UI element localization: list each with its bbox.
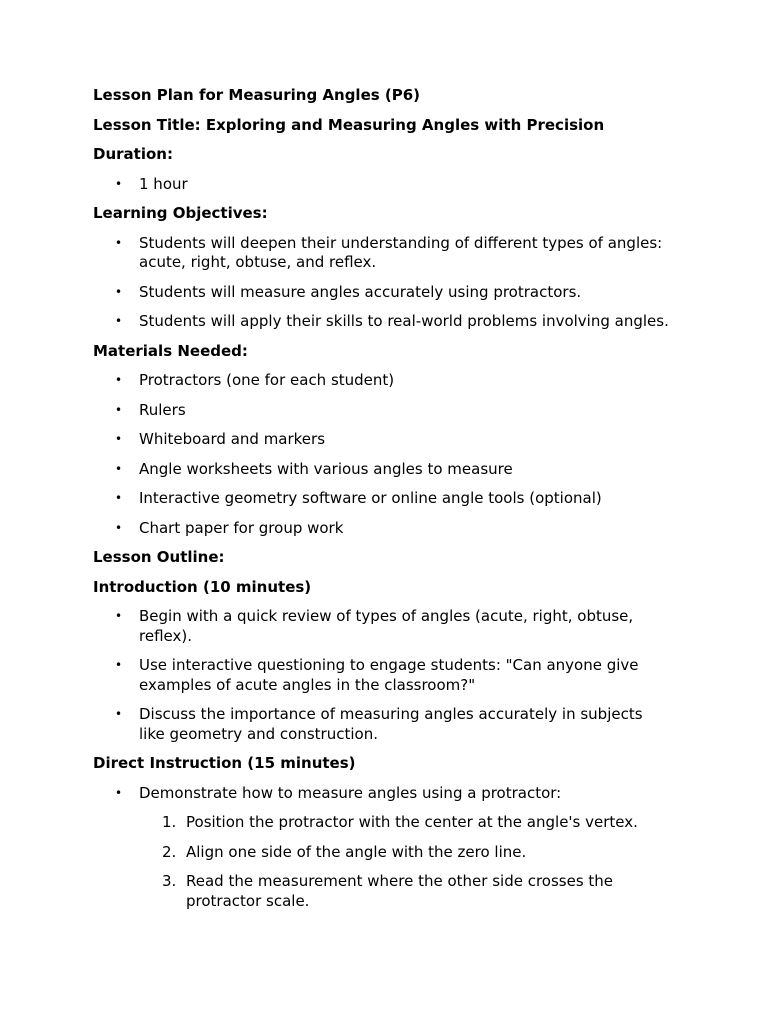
list-item [93, 430, 673, 450]
list-item [93, 460, 673, 480]
bullet-icon: • [115, 235, 123, 250]
bullet-icon: • [115, 658, 123, 672]
list-item-text: Interactive geometry software or online angle tools (optional) [139, 489, 602, 507]
introduction-list [93, 607, 673, 744]
bullet-icon: • [115, 373, 123, 387]
document-page [93, 86, 673, 921]
list-item [93, 519, 673, 539]
step-text: Align one side of the angle with the zero line. [186, 842, 527, 861]
direct-instruction-list [93, 784, 673, 912]
list-item-text: Students will apply their skills to real-world problems involving angles. [139, 312, 669, 330]
lesson-title: Lesson Title: Exploring and Measuring Angles with Precision [93, 115, 605, 134]
bullet-icon: • [115, 609, 123, 623]
list-item-text: Begin with a quick review of types of angles (acute, right, obtuse, reflex). [139, 607, 634, 645]
list-item-text: Students will measure angles accurately using protractors. [139, 282, 582, 301]
list-item-text: Whiteboard and markers [139, 430, 326, 448]
list-item-text: Discuss the importance of measuring angles accurately in subjects like geometry and construction. [139, 705, 643, 743]
list-item-text: 1 hour [139, 174, 188, 193]
list-item [93, 234, 673, 273]
bullet-icon: • [115, 314, 123, 328]
list-item [93, 175, 673, 195]
list-item [93, 784, 673, 912]
step-text: Read the measurement where the other side crosses the protractor scale. [186, 872, 614, 910]
list-item [93, 656, 673, 695]
document-title: Lesson Plan for Measuring Angles (P6) [93, 86, 421, 104]
introduction-heading: Introduction (10 minutes) [93, 577, 312, 596]
bullet-icon: • [115, 402, 123, 417]
list-item-text: Rulers [139, 400, 186, 419]
objectives-heading: Learning Objectives: [93, 204, 268, 222]
list-item [93, 705, 673, 744]
list-item-text: Chart paper for group work [139, 518, 344, 537]
direct-instruction-heading: Direct Instruction (15 minutes) [93, 754, 356, 772]
list-item [93, 401, 673, 421]
list-item-text: Students will deepen their understanding of different types of angles: acute, right, obtuse, and reflex. [139, 233, 663, 271]
list-item-text: Protractors (one for each student) [139, 371, 395, 389]
bullet-icon: • [115, 284, 123, 299]
step-number: 1. [162, 813, 177, 831]
list-item [93, 283, 673, 303]
list-item [93, 489, 673, 509]
list-item-text: Angle worksheets with various angles to measure [139, 459, 513, 478]
list-item [93, 607, 673, 646]
outline-heading: Lesson Outline: [93, 548, 225, 566]
list-item-text: Use interactive questioning to engage students: "Can anyone give examples of acute angles in the classroom?" [139, 656, 639, 694]
step-text: Position the protractor with the center at the angle's vertex. [186, 813, 638, 831]
materials-list [93, 371, 673, 538]
step-item [139, 843, 673, 863]
step-item [139, 872, 673, 911]
materials-heading: Materials Needed: [93, 341, 248, 360]
step-item [139, 813, 673, 833]
list-item [93, 312, 673, 332]
bullet-icon: • [115, 491, 123, 505]
step-number: 3. [162, 872, 177, 890]
bullet-icon: • [115, 176, 123, 191]
duration-list [93, 175, 673, 195]
step-number: 2. [162, 842, 177, 861]
objectives-list [93, 234, 673, 332]
list-item-text: Demonstrate how to measure angles using a protractor: [139, 783, 562, 802]
bullet-icon: • [115, 707, 123, 721]
bullet-icon: • [115, 461, 123, 476]
list-item [93, 371, 673, 391]
protractor-steps-list [139, 813, 673, 911]
bullet-icon: • [115, 432, 123, 446]
bullet-icon: • [115, 520, 123, 535]
bullet-icon: • [115, 785, 123, 800]
duration-heading: Duration: [93, 145, 173, 163]
